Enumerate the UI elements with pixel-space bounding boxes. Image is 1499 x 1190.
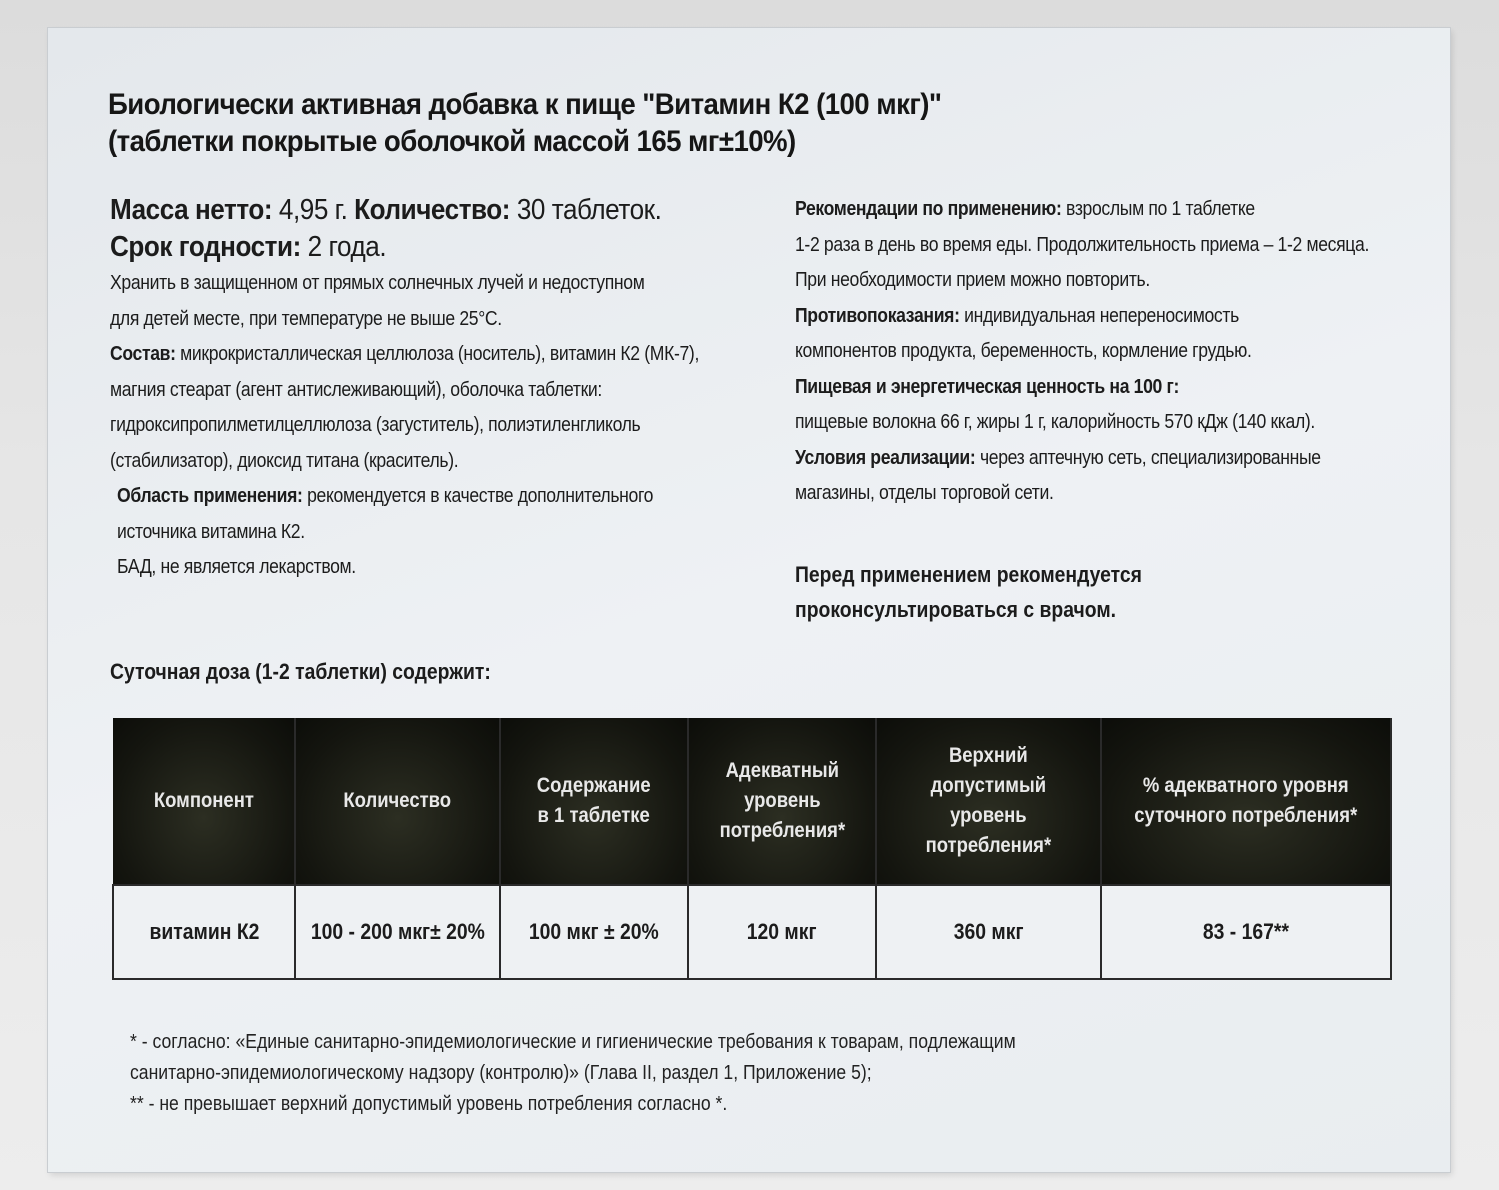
sale-label: Условия реализации: (795, 446, 976, 469)
table-cell (113, 885, 295, 979)
sale-line-2: магазины, отделы торговой сети. (795, 482, 1054, 504)
header-label (926, 741, 1052, 861)
header-label (344, 786, 452, 816)
table-header-cell (113, 718, 295, 885)
table-header-cell (876, 718, 1101, 885)
recommend-line-3: При необходимости прием можно повторить. (795, 269, 1150, 291)
cell-value: 120 мкг (747, 919, 817, 944)
header-label-line: Количество (343, 789, 452, 812)
composition-line-1 (110, 337, 708, 373)
mass-label: Масса нетто: (110, 194, 273, 226)
sale-line-1 (795, 441, 1376, 477)
shelf-value: 2 года. (300, 231, 387, 263)
recommend-line-1 (795, 192, 1376, 228)
sale-text-1: через аптечную сеть, специализированные (975, 446, 1321, 469)
recommend-label: Рекомендации по применению: (795, 198, 1062, 220)
composition-line-4: (стабилизатор), диоксид титана (краситель). (110, 449, 459, 472)
table-row (113, 885, 1391, 979)
mass-value: 4,95 г. (272, 194, 355, 226)
header-label-line: в 1 таблетке (537, 804, 651, 827)
table-cell (500, 885, 688, 979)
table-header-cell (688, 718, 876, 885)
warning-line-1: Перед применением рекомендуется (795, 562, 1142, 587)
table-header-row (113, 718, 1391, 885)
header-label (719, 756, 845, 846)
count-value: 30 таблеток. (510, 194, 662, 226)
header-label (1134, 771, 1357, 831)
shelf-life-line (110, 229, 722, 266)
cell-value: 100 мкг ± 20% (529, 919, 659, 944)
cell-value: 83 - 167** (1202, 919, 1290, 944)
doctor-warning (795, 557, 1142, 627)
header-label-line: потребления* (925, 834, 1052, 857)
title-line-2: (таблетки покрытые оболочкой массой 165 мг±10%) (108, 125, 796, 158)
product-title (108, 86, 941, 160)
table-header-cell (500, 718, 688, 885)
nutrition-label: Пищевая и энергетическая ценность на 100 г: (795, 375, 1180, 398)
header-label-line: уровень (950, 804, 1027, 827)
table-cell (688, 885, 876, 979)
left-column (110, 192, 790, 586)
not-medicine-note: БАД, не является лекарством. (117, 556, 356, 578)
contraindications-line-1 (795, 299, 1376, 335)
footnote-1: * - согласно: «Единые санитарно-эпидемиологические и гигиенические требования к товарам, подлежащим (130, 1031, 1016, 1053)
title-line-1: Биологически активная добавка к пище "Витамин К2 (100 мкг)" (108, 88, 942, 121)
recommend-text-1: взрослым по 1 таблетке (1061, 198, 1255, 220)
right-column (795, 192, 1455, 512)
shelf-label: Срок годности: (110, 231, 301, 263)
cell-value: 360 мкг (953, 919, 1024, 944)
table-cell (295, 885, 500, 979)
contraindications-text-1: индивидуальная непереносимость (959, 304, 1239, 327)
cell-value: витамин К2 (149, 919, 259, 944)
header-label-line: % адекватного уровня (1143, 774, 1349, 797)
contraindications-label: Противопоказания: (795, 304, 960, 327)
dose-table (112, 718, 1392, 980)
warning-line-2: проконсультироваться с врачом. (795, 597, 1117, 622)
table-header-cell (295, 718, 500, 885)
usage-area-line-2: источника витамина К2. (117, 520, 305, 543)
table-cell (1101, 885, 1391, 979)
nutrition-line: пищевые волокна 66 г, жиры 1 г, калорийность 570 кДж (140 ккал). (795, 411, 1315, 433)
storage-line-2: для детей месте, при температуре не выше 25°С. (110, 307, 502, 330)
header-label (153, 786, 253, 816)
header-label (537, 771, 651, 831)
cell-value: 100 - 200 мкг± 20% (310, 919, 485, 944)
header-label-line: Компонент (153, 789, 254, 812)
header-label-line: потребления* (719, 819, 845, 842)
usage-area-text-1: рекомендуется в качестве дополнительного (302, 485, 654, 507)
footnote-2: ** - не превышает верхний допустимый уровень потребления согласно *. (130, 1093, 728, 1115)
count-label: Количество: (354, 194, 511, 226)
nutrition-label-line (795, 370, 1376, 406)
composition-line-2: магния стеарат (агент антислеживающий), оболочка таблетки: (110, 378, 602, 401)
storage-line-1: Хранить в защищенном от прямых солнечных лучей и недоступном (110, 272, 645, 294)
header-label-line: Верхний (949, 744, 1028, 767)
daily-dose-title: Суточная доза (1-2 таблетки) содержит: (110, 659, 491, 684)
header-label-line: уровень (743, 789, 821, 812)
footnotes (130, 1027, 1016, 1120)
contraindications-line-2: компонентов продукта, беременность, кормление грудью. (795, 340, 1252, 362)
footnote-1-cont: санитарно-эпидемиологическому надзору (контролю)» (Глава II, раздел 1, Приложение 5); (130, 1062, 872, 1084)
composition-text-1: микрокристаллическая целлюлоза (носитель), витамин К2 (МК-7), (175, 343, 699, 365)
usage-area-line-1 (110, 479, 708, 515)
composition-label: Состав: (110, 343, 176, 365)
table-cell (876, 885, 1101, 979)
recommend-line-2: 1-2 раза в день во время еды. Продолжительность приема – 1-2 месяца. (795, 233, 1369, 256)
usage-area-label: Область применения: (117, 485, 303, 507)
header-label-line: Адекватный (725, 759, 839, 782)
table-header-cell (1101, 718, 1391, 885)
header-label-line: Содержание (537, 774, 651, 797)
header-label-line: суточного потребления* (1134, 804, 1358, 827)
composition-line-3: гидроксипропилметилцеллюлоза (загуститель), полиэтиленгликоль (110, 414, 641, 436)
mass-count-line (110, 192, 722, 229)
header-label-line: допустимый (930, 774, 1047, 797)
